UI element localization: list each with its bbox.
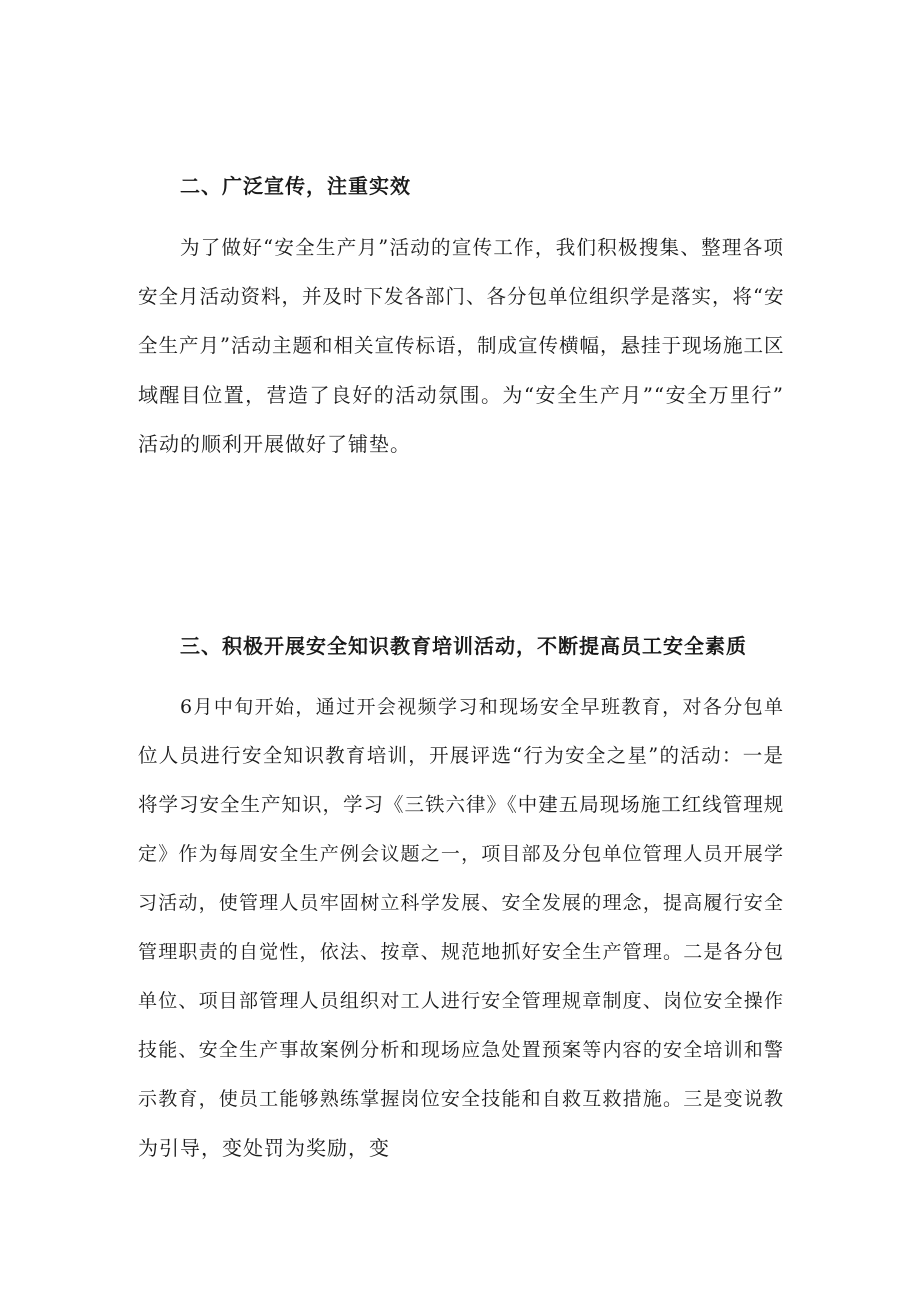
section-3-line-2: 位人员进行安全知识教育培训，开展评选“行为安全之星”的活动：一是 [138, 744, 784, 767]
section-2-line-5: 活动的顺利开展做好了铺垫。 [138, 432, 411, 456]
section-3-heading: 三、积极开展安全知识教育培训活动，不断提高员工安全素质 [180, 634, 747, 658]
section-3-line-3: 将学习安全生产知识，学习《三铁六律》《中建五局现场施工红线管理规 [138, 793, 785, 816]
section-3-line-4: 定》作为每周安全生产例会议题之一，项目部及分包单位管理人员开展学 [138, 843, 784, 865]
section-2-line-4: 域醒目位置，营造了良好的活动氛围。为“安全生产月”“安全万里行” [138, 383, 784, 407]
section-2-line-2: 安全月活动资料，并及时下发各部门、各分包单位组织学是落实，将“安 [138, 285, 785, 308]
section-3-line-6: 管理职责的自觉性，依法、按章、规范地抓好安全生产管理。二是各分包 [138, 941, 784, 963]
section-2-heading: 二、广泛宣传，注重实效 [180, 174, 411, 198]
section-3-line-10: 为引导，变处罚为奖励，变 [138, 1136, 390, 1160]
section-2-line-1: 为了做好“安全生产月”活动的宣传工作，我们积极搜集、整理各项 [180, 236, 784, 259]
section-3-line-8: 技能、安全生产事故案例分析和现场应急处置预案等内容的安全培训和警 [138, 1039, 784, 1061]
section-3-line-5: 习活动，使管理人员牢固树立科学发展、安全发展的理念，提高履行安全 [138, 892, 784, 914]
section-3-line-7: 单位、项目部管理人员组织对工人进行安全管理规章制度、岗位安全操作 [138, 990, 784, 1012]
section-3-line-1: 6月中旬开始，通过开会视频学习和现场安全早班教育，对各分包单 [180, 696, 784, 718]
section-2-line-3: 全生产月”活动主题和相关宣传标语，制成宣传横幅，悬挂于现场施工区 [138, 334, 785, 357]
section-3-line-9: 示教育，使员工能够熟练掌握岗位安全技能和自救互救措施。三是变说教 [138, 1088, 784, 1110]
